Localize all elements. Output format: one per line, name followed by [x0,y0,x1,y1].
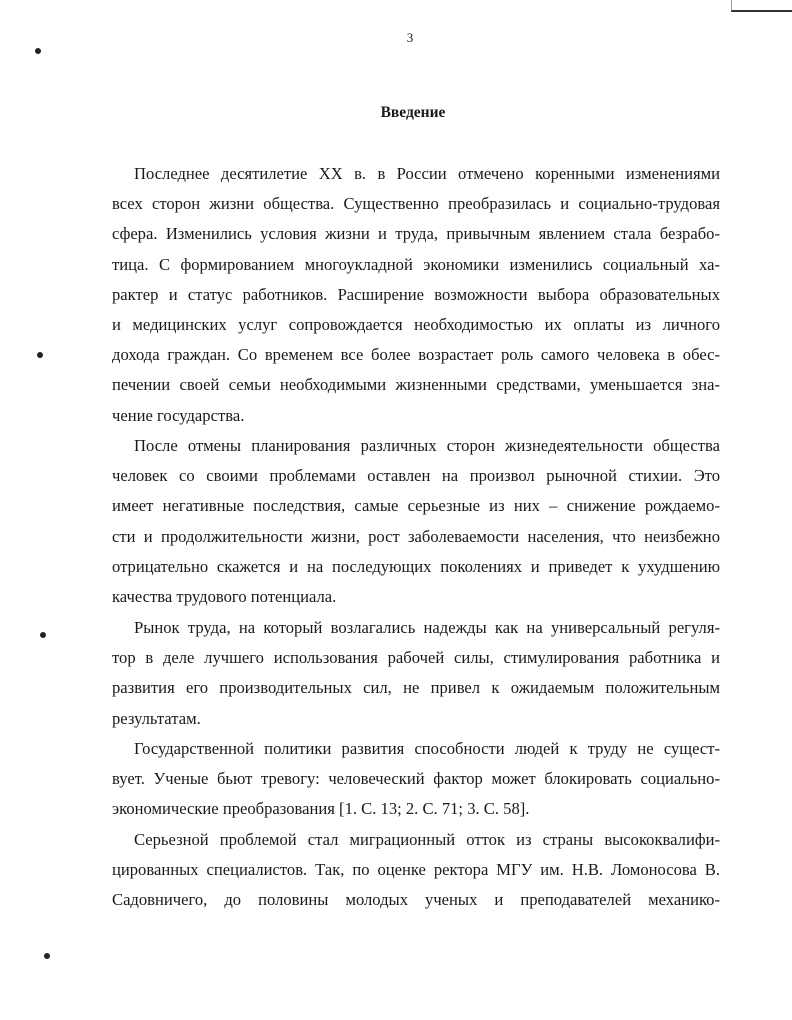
text-line: Последнее десятилетие XX в. в России отмечено коренными изменениями [134,164,720,183]
text-line: Рынок труда, на который возлагались надежды как на универсальный регуля- [134,618,720,637]
text-line: всех сторон жизни общества. Существенно преобразилась и социально-трудовая [112,194,720,214]
text-line: Серьезной проблемой стал миграционный отток из страны высококвалифи- [134,830,720,849]
text-line: экономические преобразования [1. С. 13; 2. С. 71; 3. С. 58]. [112,799,530,819]
paragraph-4 [112,734,720,825]
text-line: вует. Ученые бьют тревогу: человеческий фактор может блокировать социально- [112,769,720,789]
text-line: качества трудового потенциала. [112,586,337,606]
text-line: чение государства. [112,405,245,425]
text-line: отрицательно скажется и на последующих поколениях и приведет к ухудшению [112,556,720,576]
paragraph-5 [112,825,720,916]
text-line: сти и продолжительности жизни, рост заболеваемости населения, что неизбежно [112,526,720,546]
paragraph-1 [112,159,720,431]
scan-corner-mark [731,0,792,12]
scan-speck [44,953,50,959]
text-line: цированных специалистов. Так, по оценке ректора МГУ им. Н.В. Ломоносова В. [112,860,720,880]
text-line: человек со своими проблемами оставлен на произвол рыночной стихии. Это [112,466,720,486]
page-number: 3 [406,30,414,45]
scan-speck [35,48,41,54]
text-line: тица. С формированием многоукладной экономики изменились социальный ха- [112,254,720,274]
text-line: развития его производительных сил, не привел к ожидаемым положительным [112,678,720,698]
text-line: рактер и статус работников. Расширение возможности выбора образовательных [112,284,720,304]
text-line: тор в деле лучшего использования рабочей силы, стимулирования работника и [112,648,720,668]
text-line: результатам. [112,708,201,728]
section-title: Введение [380,104,446,121]
text-line: сфера. Изменились условия жизни и труда, привычным явлением стала безрабо- [112,224,720,244]
scan-speck [37,352,43,358]
text-line: Государственной политики развития способности людей к труду не сущест- [134,739,720,758]
paragraph-3 [112,613,720,734]
text-line: печении своей семьи необходимыми жизненными средствами, уменьшается зна- [112,375,720,395]
paragraph-2 [112,431,720,612]
text-line: и медицинских услуг сопровождается необходимостью их оплаты из личного [112,314,720,334]
text-line: дохода граждан. Со временем все более возрастает роль самого человека в обес- [112,345,720,365]
text-line: После отмены планирования различных сторон жизнедеятельности общества [134,436,720,455]
text-line: Садовничего, до половины молодых ученых и преподавателей механико- [112,890,720,910]
scan-speck [40,632,46,638]
text-line: имеет негативные последствия, самые серьезные из них – снижение рождаемо- [112,496,720,516]
